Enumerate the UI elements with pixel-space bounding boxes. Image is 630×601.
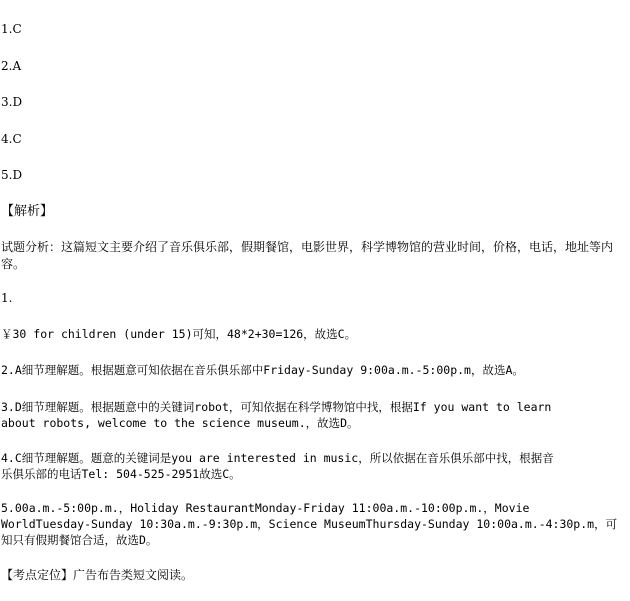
q3-explanation-line-1: 3.D细节理解题。根据题意中的关键词robot，可知依据在科学博物馆中找，根据If you want to learn xyxy=(1,400,552,414)
kaodian-section: 【考点定位】广告布告类短文阅读。 xyxy=(1,568,194,582)
analysis-heading: 【解析】 xyxy=(1,204,54,219)
answer-4: 4.C xyxy=(1,132,22,146)
answer-3: 3.D xyxy=(1,95,23,109)
q4-explanation-line-2: 乐俱乐部的电话Tel: 504-525-2951故选C。 xyxy=(1,467,241,481)
q4-explanation-line-1: 4.C细节理解题。题意的关键词是you are interested in music，所以依据在音乐俱乐部中找，根据音 xyxy=(1,451,554,465)
q5-explanation-line-3: 知只有假期餐馆合适，故选D。 xyxy=(1,533,158,547)
q5-explanation-line-2: WorldTuesday-Sunday 10:30a.m.-9:30p.m，Science MuseumThursday-Sunday 10:00a.m.-4:30p.m，可 xyxy=(1,517,618,531)
answer-2: 2.A xyxy=(1,59,22,73)
answer-5: 5.D xyxy=(1,168,23,182)
summary-paragraph: 试题分析：这篇短文主要介绍了音乐俱乐部，假期餐馆，电影世界，科学博物馆的营业时间，价格，电话，地址等内容。 xyxy=(1,240,614,271)
q1-explanation: ￥30 for children (under 15)可知，48*2+30=126，故选C。 xyxy=(1,327,357,341)
q3-explanation-line-2: about robots, welcome to the science museum.，故选D。 xyxy=(1,416,359,430)
q5-explanation-line-1: 5.00a.m.-5:00p.m.，Holiday RestaurantMonday-Friday 11:00a.m.-10:00p.m.，Movie xyxy=(1,501,530,515)
q1-label: 1. xyxy=(1,291,13,305)
answer-1: 1.C xyxy=(1,22,22,36)
q2-explanation: 2.A细节理解题。根据题意可知依据在音乐俱乐部中Friday-Sunday 9:00a.m.-5:00p.m，故选A。 xyxy=(1,363,524,377)
